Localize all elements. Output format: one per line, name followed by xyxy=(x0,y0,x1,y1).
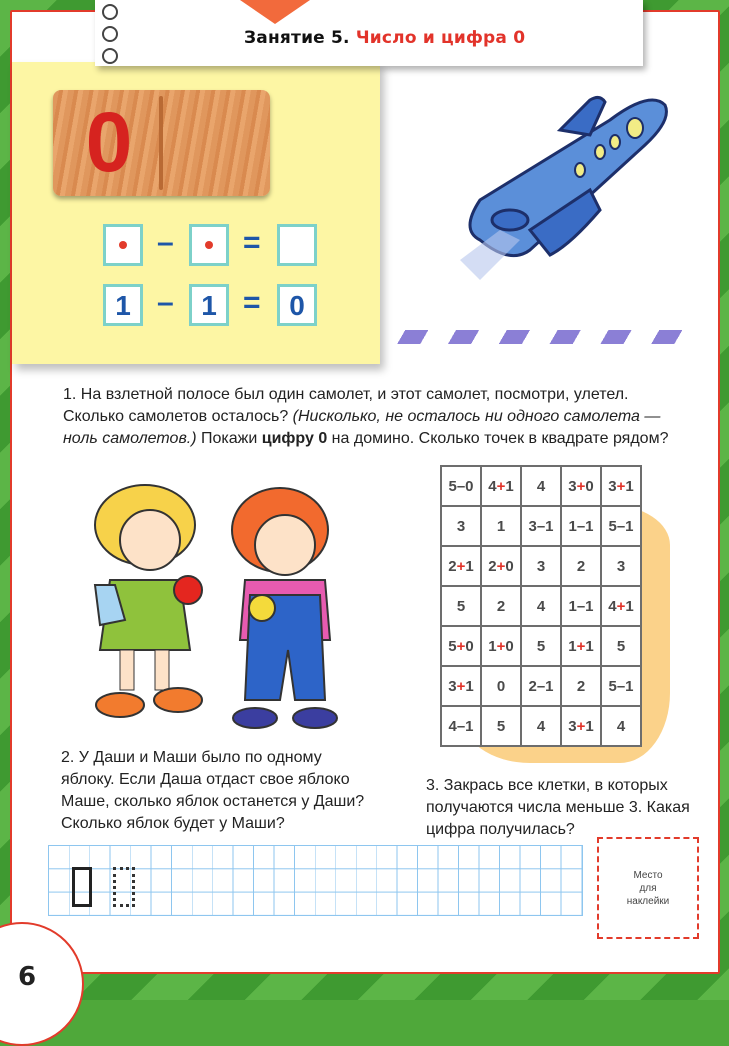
grid-row xyxy=(441,586,641,626)
zero-sample-solid xyxy=(72,867,92,907)
task2-line1: 2. У Даши и Маши было по одному xyxy=(61,749,322,766)
result-box: 0 xyxy=(277,284,317,326)
grid-cell-number: 3 xyxy=(456,517,466,535)
dot-box xyxy=(189,224,229,266)
grid-cell[interactable] xyxy=(521,546,561,586)
grid-cell-number: 1 xyxy=(568,517,577,535)
grid-cell-operation: +1 xyxy=(496,477,514,495)
grid-cell[interactable] xyxy=(481,546,521,586)
grid-cell-operation: –1 xyxy=(576,517,594,535)
girl-masha-icon xyxy=(232,488,337,728)
grid-cell[interactable] xyxy=(521,586,561,626)
grid-cell-number: 2 xyxy=(448,557,457,575)
math-grid xyxy=(440,465,642,747)
grid-row xyxy=(441,506,641,546)
grid-cell-operation: –1 xyxy=(536,517,554,535)
grid-cell-operation: –1 xyxy=(576,597,594,615)
grid-cell-number: 2 xyxy=(496,597,506,615)
grid-cell[interactable] xyxy=(521,466,561,506)
grid-cell[interactable] xyxy=(441,546,481,586)
grid-cell[interactable] xyxy=(481,666,521,706)
grid-cell[interactable] xyxy=(521,626,561,666)
grid-cell-operation: +1 xyxy=(616,477,634,495)
sticker-place[interactable] xyxy=(597,837,699,939)
page-title xyxy=(244,28,525,48)
task3-line1: 3. Закрась все клетки, в которых xyxy=(426,777,668,794)
task1-line3: ноль самолетов.) Покажи цифру 0 на домино. Сколько точек в квадрате рядом? xyxy=(63,430,669,447)
grid-cell[interactable] xyxy=(561,626,601,666)
grid-cell[interactable] xyxy=(441,706,481,746)
grid-cell[interactable] xyxy=(441,506,481,546)
grid-cell[interactable] xyxy=(601,666,641,706)
sticker-label-line2: для xyxy=(639,883,657,894)
grid-cell-operation: –1 xyxy=(456,717,474,735)
grid-cell[interactable] xyxy=(441,466,481,506)
grid-cell[interactable] xyxy=(481,626,521,666)
grid-cell-operation: +0 xyxy=(496,637,514,655)
domino-divider xyxy=(159,96,163,190)
binder-ring-icon xyxy=(102,26,118,42)
grid-cell[interactable] xyxy=(441,626,481,666)
grid-cell-number: 4 xyxy=(488,477,497,495)
grid-cell-number: 5 xyxy=(608,517,617,535)
number-box: 1 xyxy=(189,284,229,326)
page-number: 6 xyxy=(18,962,37,992)
grid-cell-number: 3 xyxy=(608,477,617,495)
red-dot-icon xyxy=(119,241,127,249)
grid-cell[interactable] xyxy=(481,506,521,546)
grid-cell-operation: +1 xyxy=(576,637,594,655)
grid-cell-number: 1 xyxy=(488,637,497,655)
red-dot-icon xyxy=(205,241,213,249)
girl-dasha-icon xyxy=(95,485,202,717)
grid-cell[interactable] xyxy=(521,506,561,546)
grid-cell-number: 2 xyxy=(528,677,537,695)
grid-cell-number: 3 xyxy=(616,557,626,575)
minus-sign: – xyxy=(157,226,174,259)
grid-cell-operation: +0 xyxy=(576,477,594,495)
number-box: 1 xyxy=(103,284,143,326)
grid-cell-operation: –1 xyxy=(536,677,554,695)
grid-cell-number: 4 xyxy=(448,717,457,735)
grid-cell-number: 5 xyxy=(536,637,546,655)
grid-cell-number: 2 xyxy=(576,557,586,575)
task2-text xyxy=(61,747,391,835)
grid-cell[interactable] xyxy=(601,706,641,746)
grid-cell-number: 1 xyxy=(568,597,577,615)
grid-cell-number: 5 xyxy=(456,597,466,615)
grid-cell-number: 5 xyxy=(448,637,457,655)
grid-cell[interactable] xyxy=(601,466,641,506)
grid-cell[interactable] xyxy=(601,506,641,546)
grid-cell-number: 5 xyxy=(608,677,617,695)
airplane-illustration xyxy=(440,80,690,290)
grid-cell-number: 4 xyxy=(608,597,617,615)
grid-cell-number: 4 xyxy=(616,717,626,735)
grid-row xyxy=(441,546,641,586)
grid-cell-number: 1 xyxy=(496,517,506,535)
task3-line3: цифра получилась? xyxy=(426,821,575,838)
grid-cell-number: 4 xyxy=(536,717,546,735)
grid-cell[interactable] xyxy=(561,666,601,706)
task2-line3: Маше, сколько яблок останется у Даши? xyxy=(61,793,365,810)
grid-cell[interactable] xyxy=(481,586,521,626)
grid-row xyxy=(441,626,641,666)
task1-line1: 1. На взлетной полосе был один самолет, и этот самолет, посмотри, улетел. xyxy=(63,386,629,403)
grid-cell-operation: +1 xyxy=(456,677,474,695)
grid-cell-number: 5 xyxy=(616,637,626,655)
grid-cell-number: 1 xyxy=(568,637,577,655)
runway-stripes xyxy=(396,330,696,344)
grid-cell-operation: +0 xyxy=(456,637,474,655)
task3-line2: получаются числа меньше 3. Какая xyxy=(426,799,690,816)
grid-cell[interactable] xyxy=(481,466,521,506)
task1-text xyxy=(63,384,703,450)
grid-cell-number: 3 xyxy=(536,557,546,575)
grid-cell-number: 2 xyxy=(576,677,586,695)
grid-cell[interactable] xyxy=(441,586,481,626)
grid-cell-operation: –0 xyxy=(456,477,474,495)
grid-cell-operation: –1 xyxy=(616,677,634,695)
domino-tile xyxy=(53,90,270,196)
grid-cell[interactable] xyxy=(481,706,521,746)
task1-line2: Сколько самолетов осталось? (Нисколько, не осталось ни одного самолета — xyxy=(63,408,661,425)
grid-cell-number: 3 xyxy=(568,477,577,495)
grid-cell[interactable] xyxy=(601,626,641,666)
grid-cell[interactable] xyxy=(521,706,561,746)
grid-cell[interactable] xyxy=(601,586,641,626)
task3-text xyxy=(426,775,706,841)
grid-cell-number: 5 xyxy=(496,717,506,735)
answer-box-empty[interactable] xyxy=(277,224,317,266)
grid-cell-operation: +1 xyxy=(616,597,634,615)
grid-cell[interactable] xyxy=(561,706,601,746)
sticker-label-line3: наклейки xyxy=(626,896,670,907)
grid-cell[interactable] xyxy=(561,586,601,626)
grid-cell[interactable] xyxy=(561,506,601,546)
task2-line4: Сколько яблок будет у Маши? xyxy=(61,815,285,832)
minus-sign: – xyxy=(157,286,174,319)
binder-ring-icon xyxy=(102,48,118,64)
grid-cell-operation: +1 xyxy=(576,717,594,735)
equals-sign: = xyxy=(243,286,261,319)
grid-cell-operation: +0 xyxy=(496,557,514,575)
grid-row xyxy=(441,666,641,706)
grid-cell[interactable] xyxy=(441,666,481,706)
sticker-label-line1: Место xyxy=(633,870,663,881)
zero-sample-dotted xyxy=(113,867,135,907)
grid-row xyxy=(441,466,641,506)
grid-cell-number: 0 xyxy=(496,677,506,695)
girls-illustration xyxy=(40,480,370,740)
grid-cell-operation: +1 xyxy=(456,557,474,575)
grid-cell[interactable] xyxy=(601,546,641,586)
grid-cell-operation: –1 xyxy=(616,517,634,535)
airplane-icon xyxy=(460,97,666,280)
grid-cell-number: 4 xyxy=(536,477,546,495)
lesson-number: Занятие 5. xyxy=(244,28,350,48)
grid-cell[interactable] xyxy=(561,546,601,586)
grid-row xyxy=(441,706,641,746)
dot-box xyxy=(103,224,143,266)
grid-cell[interactable] xyxy=(521,666,561,706)
equals-sign: = xyxy=(243,226,261,259)
grid-cell-number: 3 xyxy=(528,517,537,535)
lesson-topic: Число и цифра 0 xyxy=(355,28,526,48)
grid-cell-number: 3 xyxy=(568,717,577,735)
grid-cell[interactable] xyxy=(561,466,601,506)
grid-cell-number: 5 xyxy=(448,477,457,495)
grid-cell-number: 2 xyxy=(488,557,497,575)
grid-cell-number: 3 xyxy=(448,677,457,695)
domino-digit: 0 xyxy=(85,95,133,189)
binder-ring-icon xyxy=(102,4,118,20)
binder-rings xyxy=(102,4,118,70)
task2-line2: яблоку. Если Даша отдаст свое яблоко xyxy=(61,771,350,788)
grid-cell-number: 4 xyxy=(536,597,546,615)
